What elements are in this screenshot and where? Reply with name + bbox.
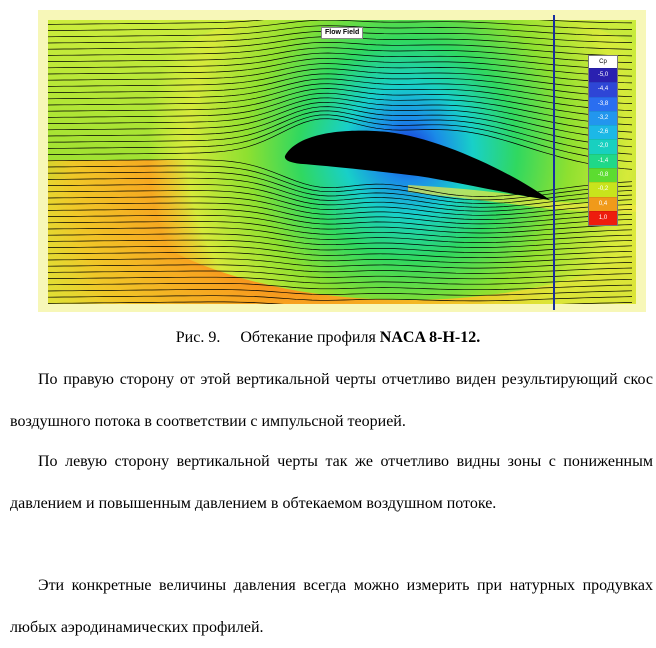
caption-prefix: Рис. 9. (175, 329, 221, 346)
legend-cell: -2,0 (589, 139, 617, 153)
legend-cell: -1,4 (589, 154, 617, 168)
streamline (48, 10, 632, 12)
paragraph: Эти конкретные величины давления всегда можно измерить при натурных продувках любых аэродинамических профилей. (10, 577, 653, 636)
legend-cell: -3,8 (589, 97, 617, 111)
figure-title: Flow Field (321, 27, 363, 39)
paragraph: По левую сторону вертикальной черты так же отчетливо видны зоны с пониженным давлением и повышенным давлением в обтекаемом воздушном потоке. (10, 453, 653, 512)
legend-cell: 1,0 (589, 211, 617, 225)
paragraph: По правую сторону от этой вертикальной черты отчетливо виден результирующий скос воздушного потока в соответствии с импульсной теорией. (10, 371, 653, 430)
figure-caption (0, 328, 656, 348)
legend-cell: -2,6 (589, 125, 617, 139)
flow-field-figure (38, 10, 646, 312)
flow-field-plot (38, 10, 646, 312)
caption-bold: NACA 8-H-12. (379, 329, 481, 346)
legend-cell: -0,8 (589, 168, 617, 182)
streamline (48, 10, 632, 18)
legend-cell: -5,0 (589, 68, 617, 82)
legend-title: Cp (599, 59, 607, 65)
legend-cell: 0,4 (589, 197, 617, 211)
legend-cell: -0,2 (589, 182, 617, 196)
cp-legend (588, 55, 618, 226)
legend-cell: -4,4 (589, 82, 617, 96)
legend-cell: -3,2 (589, 111, 617, 125)
caption-text: Обтекание профиля (240, 329, 376, 346)
streamline (48, 308, 632, 312)
